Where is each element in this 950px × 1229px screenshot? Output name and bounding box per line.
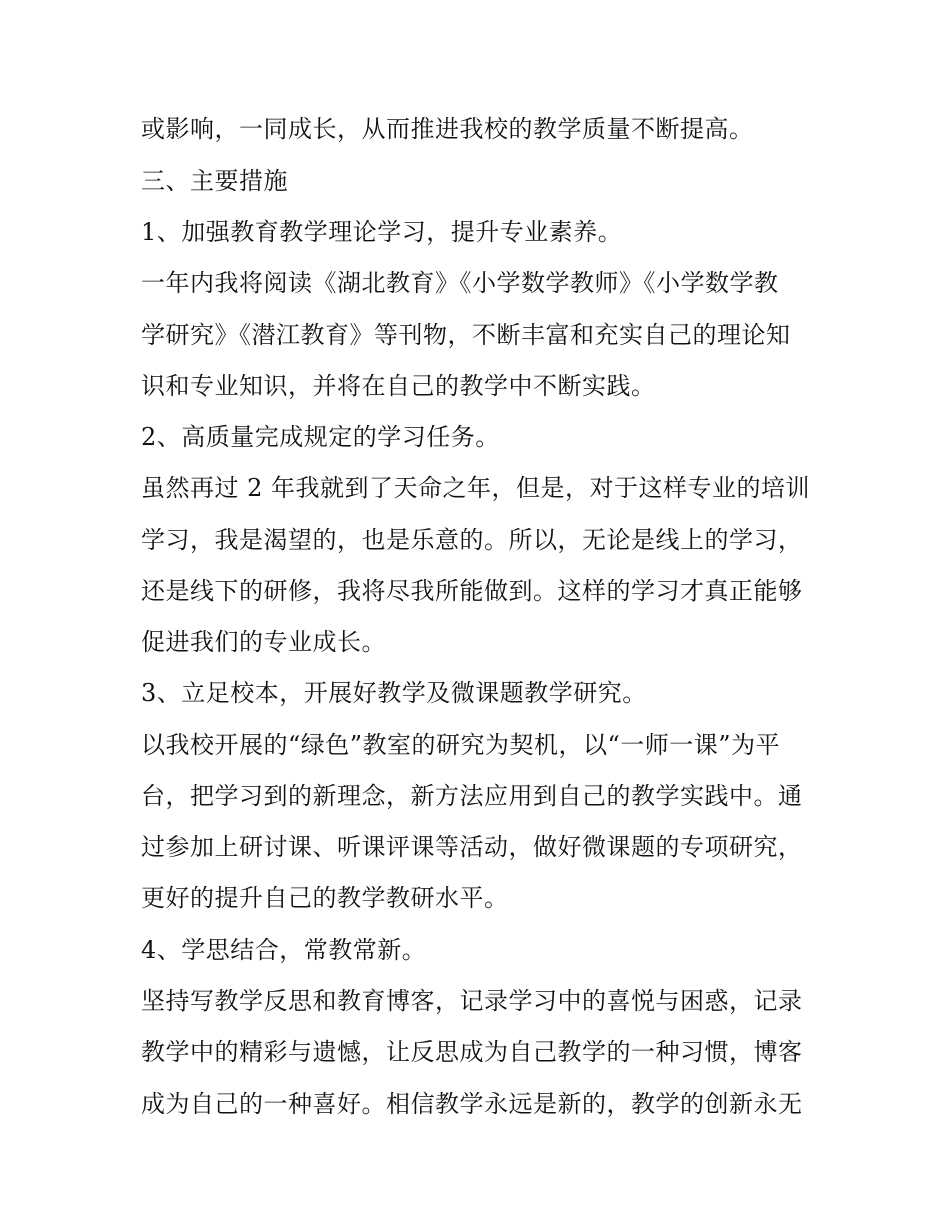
text-line-11: 促进我们的专业成长。 (141, 628, 386, 656)
subheading-measure-4: 4、学思结合，常教常新。 (141, 936, 427, 964)
section-heading-main-measures: 三、主要措施 (141, 167, 288, 195)
subheading-measure-1: 1、加强教育教学理论学习，提升专业素养。 (141, 218, 623, 246)
subheading-measure-3: 3、立足校本，开展好教学及微课题教学研究。 (141, 679, 647, 707)
text-line-4: 一年内我将阅读《湖北教育》《小学数学教师》《小学数学教 (141, 269, 779, 297)
text-line-5: 学研究》《潜江教育》等刊物，不断丰富和充实自己的理论知 (141, 321, 791, 349)
text-line-9: 学习，我是渴望的，也是乐意的。所以，无论是线上的学习， (141, 526, 803, 554)
text-line-6: 识和专业知识，并将在自己的教学中不断实践。 (141, 372, 656, 400)
text-line-1: 或影响，一同成长，从而推进我校的教学质量不断提高。 (141, 115, 754, 143)
text-line-8: 虽然再过 2 年我就到了天命之年，但是，对于这样专业的培训 (141, 474, 811, 502)
text-line-15: 过参加上研讨课、听课评课等活动，做好微课题的专项研究， (141, 833, 803, 861)
text-line-10: 还是线下的研修，我将尽我所能做到。这样的学习才真正能够 (141, 577, 803, 605)
text-line-16: 更好的提升自己的教学教研水平。 (141, 884, 509, 912)
text-line-19: 教学中的精彩与遗憾，让反思成为自己教学的一种习惯，博客 (141, 1038, 803, 1066)
text-line-14: 台，把学习到的新理念，新方法应用到自己的教学实践中。通 (141, 782, 803, 810)
text-line-18: 坚持写教学反思和教育博客，记录学习中的喜悦与困惑，记录 (141, 987, 803, 1015)
subheading-measure-2: 2、高质量完成规定的学习任务。 (141, 423, 500, 451)
text-line-13: 以我校开展的“绿色”教室的研究为契机，以“一师一课”为平 (141, 731, 781, 759)
text-line-20: 成为自己的一种喜好。相信教学永远是新的，教学的创新永无 (141, 1090, 803, 1118)
